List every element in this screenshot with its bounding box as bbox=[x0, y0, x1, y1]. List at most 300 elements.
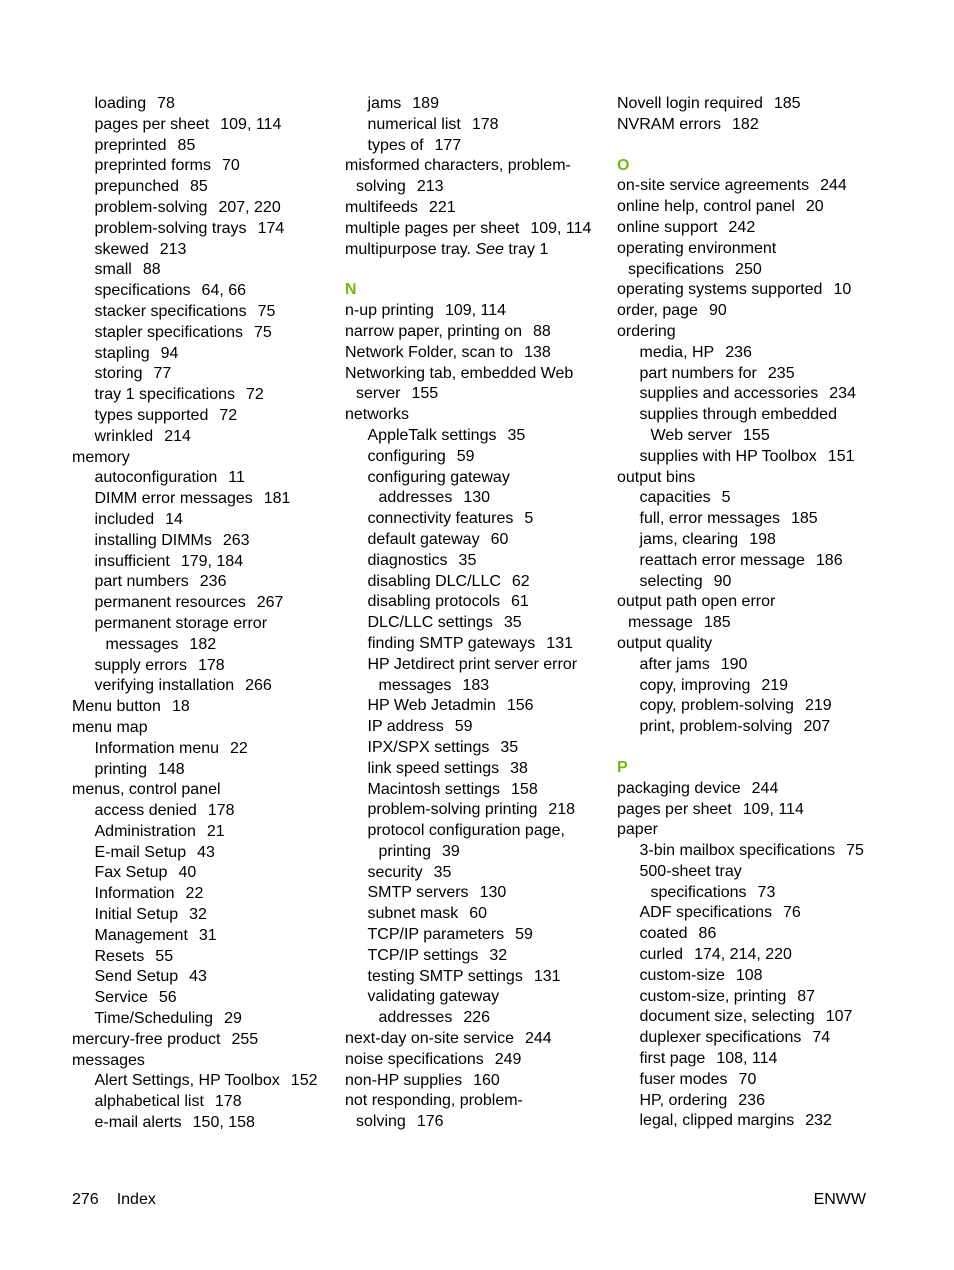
index-subentry bbox=[345, 883, 615, 904]
index-subentry bbox=[617, 509, 887, 530]
index-term: security bbox=[367, 863, 423, 881]
index-page-numbers: 35 bbox=[507, 426, 526, 444]
index-page-numbers: 90 bbox=[713, 572, 732, 590]
index-page-numbers: 255 bbox=[231, 1030, 259, 1048]
index-page-numbers: 39 bbox=[441, 842, 460, 860]
index-term: output path open error bbox=[617, 593, 776, 611]
index-page-numbers: 185 bbox=[703, 614, 731, 632]
index-entry bbox=[345, 1091, 615, 1112]
index-page-numbers: 213 bbox=[416, 178, 444, 196]
index-subentry bbox=[617, 696, 887, 717]
index-term: addresses bbox=[378, 489, 453, 507]
index-subentry bbox=[617, 1111, 887, 1132]
index-page-numbers: 61 bbox=[511, 593, 529, 611]
index-page-numbers: 32 bbox=[189, 906, 207, 924]
index-page-numbers: 219 bbox=[761, 676, 789, 694]
index-page-numbers: 174 bbox=[257, 219, 285, 237]
index-term: packaging device bbox=[617, 779, 741, 797]
index-page-numbers: 43 bbox=[189, 968, 207, 986]
index-term: next-day on-site service bbox=[345, 1030, 514, 1048]
index-term: online support bbox=[617, 218, 718, 236]
index-page-numbers: 130 bbox=[479, 884, 507, 902]
index-entry bbox=[345, 240, 615, 261]
index-subentry bbox=[72, 219, 342, 240]
index-page-numbers: 178 bbox=[197, 656, 225, 674]
index-page-numbers: 40 bbox=[178, 864, 197, 882]
index-subentry bbox=[617, 1007, 887, 1028]
index-term: wrinkled bbox=[94, 427, 154, 445]
index-subentry bbox=[72, 302, 342, 323]
index-page-numbers: 190 bbox=[720, 655, 748, 673]
index-subentry bbox=[345, 530, 615, 551]
index-subentry bbox=[72, 801, 342, 822]
index-term: mercury-free product bbox=[72, 1030, 221, 1048]
index-page-numbers: 21 bbox=[206, 822, 225, 840]
index-term: narrow paper, printing on bbox=[345, 322, 522, 340]
index-term: messages bbox=[378, 676, 452, 694]
index-term: insufficient bbox=[94, 552, 170, 570]
index-entry-continuation bbox=[345, 842, 615, 863]
index-term: duplexer specifications bbox=[639, 1029, 802, 1047]
index-term: messages bbox=[105, 635, 179, 653]
index-term: reattach error message bbox=[639, 551, 805, 569]
index-subentry bbox=[345, 987, 615, 1008]
index-page-numbers: 70 bbox=[738, 1070, 757, 1088]
index-page-numbers: 29 bbox=[224, 1010, 242, 1028]
index-subentry bbox=[72, 468, 342, 489]
index-term: stapling bbox=[94, 344, 150, 362]
index-term: selecting bbox=[639, 572, 703, 590]
index-page-numbers: 244 bbox=[524, 1030, 552, 1048]
index-entry bbox=[345, 219, 615, 240]
index-term: autoconfiguration bbox=[94, 469, 218, 487]
index-entry bbox=[345, 1050, 615, 1071]
index-term: fuser modes bbox=[639, 1070, 728, 1088]
index-page-numbers: 178 bbox=[471, 115, 499, 133]
index-term: solving bbox=[356, 178, 406, 196]
index-page-numbers: 5 bbox=[524, 510, 534, 528]
index-term: types supported bbox=[94, 406, 209, 424]
index-page-numbers: 60 bbox=[469, 905, 488, 923]
index-entry bbox=[345, 343, 615, 364]
index-subentry bbox=[72, 843, 342, 864]
index-page-numbers: 214 bbox=[164, 427, 191, 445]
index-page-numbers: 155 bbox=[411, 385, 439, 403]
index-term: TCP/IP settings bbox=[367, 946, 479, 964]
index-entry bbox=[345, 1029, 615, 1050]
index-page-numbers: 35 bbox=[503, 614, 522, 632]
index-page-numbers: 179, 184 bbox=[180, 552, 244, 570]
index-page-numbers: 109, 114 bbox=[220, 115, 282, 133]
index-term: pages per sheet bbox=[617, 800, 732, 818]
index-term: messages bbox=[72, 1051, 145, 1069]
index-subentry bbox=[72, 905, 342, 926]
index-term: stapler specifications bbox=[94, 323, 244, 341]
index-entry bbox=[617, 94, 887, 115]
index-page-numbers: 74 bbox=[812, 1029, 831, 1047]
index-entry-continuation bbox=[345, 1008, 615, 1029]
index-entry bbox=[345, 322, 615, 343]
index-term: multifeeds bbox=[345, 198, 418, 216]
index-page-numbers: 64, 66 bbox=[201, 282, 247, 300]
index-term: document size, selecting bbox=[639, 1008, 815, 1026]
index-term: loading bbox=[94, 95, 147, 112]
index-column-2 bbox=[345, 94, 615, 1133]
index-page-numbers: 72 bbox=[219, 406, 238, 424]
index-term: menu map bbox=[72, 718, 148, 736]
index-entry bbox=[617, 468, 887, 489]
index-subentry bbox=[617, 987, 887, 1008]
index-term: curled bbox=[639, 946, 684, 964]
index-page-numbers: 75 bbox=[254, 323, 272, 341]
index-term: first page bbox=[639, 1050, 706, 1068]
index-term: e-mail alerts bbox=[94, 1114, 182, 1132]
index-subentry bbox=[72, 988, 342, 1009]
index-entry bbox=[617, 280, 887, 301]
index-term: DIMM error messages bbox=[94, 490, 253, 508]
index-term: Initial Setup bbox=[94, 906, 179, 924]
index-term: HP Web Jetadmin bbox=[367, 697, 496, 715]
index-subentry bbox=[617, 966, 887, 987]
index-page-numbers: 90 bbox=[708, 302, 727, 320]
index-entry-continuation bbox=[72, 635, 342, 656]
index-page-numbers: 62 bbox=[511, 572, 530, 590]
index-subentry bbox=[617, 551, 887, 572]
index-subentry bbox=[345, 717, 615, 738]
index-entry-continuation bbox=[345, 1112, 615, 1133]
index-term: tray 1 specifications bbox=[94, 386, 236, 404]
index-page-numbers: 160 bbox=[473, 1071, 500, 1089]
index-subentry bbox=[345, 904, 615, 925]
index-letter-heading: O bbox=[617, 156, 630, 174]
index-term: specifications bbox=[650, 883, 747, 901]
index-page-numbers: 244 bbox=[751, 779, 779, 797]
index-term: Information menu bbox=[94, 739, 220, 757]
index-entry bbox=[345, 198, 615, 219]
index-subentry bbox=[72, 344, 342, 365]
index-entry-continuation bbox=[345, 676, 615, 697]
index-subentry bbox=[72, 323, 342, 344]
index-page-numbers: 249 bbox=[494, 1050, 522, 1068]
index-entry bbox=[617, 301, 887, 322]
index-page-numbers: 185 bbox=[773, 95, 801, 112]
index-term: media, HP bbox=[639, 343, 715, 361]
footer-page-number: 276 bbox=[72, 1191, 99, 1208]
index-page-numbers: 156 bbox=[506, 697, 534, 715]
index-page-numbers: 108, 114 bbox=[716, 1050, 778, 1068]
index-page-numbers: 174, 214, 220 bbox=[694, 946, 792, 964]
index-subentry bbox=[345, 821, 615, 842]
index-page-numbers: 75 bbox=[846, 842, 864, 860]
index-subentry bbox=[72, 863, 342, 884]
index-page-numbers: 244 bbox=[820, 177, 847, 195]
index-term: n-up printing bbox=[345, 302, 434, 320]
index-page-numbers: 152 bbox=[290, 1072, 318, 1090]
index-term: TCP/IP parameters bbox=[367, 926, 505, 944]
index-term: diagnostics bbox=[367, 551, 448, 569]
index-letter-heading: N bbox=[345, 281, 357, 299]
index-entry bbox=[72, 718, 342, 739]
index-subentry bbox=[345, 447, 615, 468]
index-term: Novell login required bbox=[617, 95, 763, 112]
index-subentry bbox=[617, 1070, 887, 1091]
index-subentry bbox=[617, 945, 887, 966]
index-subentry bbox=[72, 364, 342, 385]
index-subentry bbox=[72, 260, 342, 281]
index-term: Service bbox=[94, 989, 148, 1007]
index-subentry bbox=[617, 447, 887, 468]
index-term: IP address bbox=[367, 718, 444, 736]
index-entry-continuation bbox=[617, 260, 887, 281]
index-page-numbers: 178 bbox=[207, 802, 235, 820]
index-subentry bbox=[72, 676, 342, 697]
index-page-numbers: 250 bbox=[735, 260, 762, 278]
index-page-numbers: 226 bbox=[463, 1009, 491, 1027]
index-term: AppleTalk settings bbox=[367, 426, 497, 444]
index-page-numbers: 73 bbox=[757, 883, 776, 901]
index-term: printing bbox=[94, 760, 147, 778]
index-term: configuring bbox=[367, 447, 446, 465]
index-entry-continuation bbox=[617, 613, 887, 634]
index-term: jams, clearing bbox=[639, 530, 739, 548]
index-term: included bbox=[94, 510, 155, 528]
index-term: coated bbox=[639, 925, 688, 943]
index-subentry bbox=[72, 1071, 342, 1092]
index-page-numbers: 31 bbox=[198, 926, 217, 944]
index-page-numbers: 267 bbox=[256, 594, 284, 612]
index-term: menus, control panel bbox=[72, 781, 221, 799]
index-subentry bbox=[345, 572, 615, 593]
index-subentry bbox=[72, 177, 342, 198]
index-page-numbers: 176 bbox=[416, 1113, 444, 1131]
index-entry bbox=[617, 779, 887, 800]
index-term: permanent storage error bbox=[94, 614, 268, 632]
index-term: operating systems supported bbox=[617, 281, 823, 299]
index-term: Administration bbox=[94, 822, 196, 840]
index-term: part numbers bbox=[94, 573, 189, 591]
index-subentry bbox=[72, 822, 342, 843]
index-page-numbers: 59 bbox=[515, 926, 533, 944]
index-term: disabling DLC/LLC bbox=[367, 572, 501, 590]
index-entry-continuation bbox=[345, 384, 615, 405]
index-subentry bbox=[617, 717, 887, 738]
index-page-numbers: 38 bbox=[510, 759, 528, 777]
index-term: misformed characters, problem- bbox=[345, 157, 571, 175]
index-subentry bbox=[345, 592, 615, 613]
index-page-numbers: 151 bbox=[827, 447, 855, 465]
index-column-1 bbox=[72, 94, 342, 1134]
index-term: verifying installation bbox=[94, 677, 235, 695]
index-subentry bbox=[617, 655, 887, 676]
index-term: problem-solving trays bbox=[94, 219, 247, 237]
index-subentry bbox=[617, 903, 887, 924]
index-page-numbers: 88 bbox=[142, 261, 161, 279]
index-term: E-mail Setup bbox=[94, 843, 187, 861]
index-term: numerical list bbox=[367, 115, 461, 133]
index-term: order, page bbox=[617, 302, 698, 320]
index-page-numbers: 130 bbox=[463, 489, 491, 507]
index-subentry bbox=[345, 759, 615, 780]
index-term: non-HP supplies bbox=[345, 1071, 463, 1089]
index-subentry bbox=[72, 1009, 342, 1030]
index-subentry bbox=[345, 738, 615, 759]
index-page-numbers: 232 bbox=[805, 1112, 832, 1130]
index-term: copy, problem-solving bbox=[639, 697, 794, 715]
index-page-numbers: 266 bbox=[245, 677, 272, 695]
index-page-numbers: 10 bbox=[833, 281, 852, 299]
index-subentry bbox=[72, 489, 342, 510]
index-term: DLC/LLC settings bbox=[367, 614, 493, 632]
index-subentry bbox=[345, 946, 615, 967]
index-term: protocol configuration page, bbox=[367, 822, 565, 840]
index-term: testing SMTP settings bbox=[367, 967, 523, 985]
index-entry bbox=[345, 405, 615, 426]
index-page-numbers: 88 bbox=[533, 322, 551, 340]
index-term: legal, clipped margins bbox=[639, 1112, 795, 1130]
index-entry-continuation bbox=[617, 883, 887, 904]
index-term: print, problem-solving bbox=[639, 718, 793, 736]
index-term: finding SMTP gateways bbox=[367, 634, 536, 652]
index-subentry bbox=[617, 924, 887, 945]
index-subentry bbox=[345, 696, 615, 717]
index-page-numbers: 86 bbox=[698, 925, 717, 943]
index-subentry bbox=[72, 1092, 342, 1113]
index-term: problem-solving bbox=[94, 198, 208, 216]
index-term: disabling protocols bbox=[367, 593, 501, 611]
index-subentry bbox=[72, 427, 342, 448]
index-term: configuring gateway bbox=[367, 468, 510, 486]
index-subentry bbox=[345, 967, 615, 988]
index-term: preprinted forms bbox=[94, 157, 211, 175]
index-subentry bbox=[617, 530, 887, 551]
index-subentry bbox=[345, 613, 615, 634]
index-subentry bbox=[72, 926, 342, 947]
index-page-numbers: 59 bbox=[454, 718, 473, 736]
index-entry bbox=[72, 780, 342, 801]
index-subentry bbox=[617, 572, 887, 593]
index-subentry bbox=[72, 510, 342, 531]
index-entry bbox=[617, 218, 887, 239]
index-term: Time/Scheduling bbox=[94, 1010, 214, 1028]
index-entry bbox=[345, 156, 615, 177]
index-term: copy, improving bbox=[639, 676, 751, 694]
index-term: 3-bin mailbox specifications bbox=[639, 842, 836, 860]
index-term: part numbers for bbox=[639, 364, 757, 382]
index-page-numbers: 155 bbox=[743, 426, 770, 444]
index-page-numbers: 11 bbox=[228, 469, 245, 487]
index-term: HP, ordering bbox=[639, 1091, 728, 1109]
see-reference-target: tray 1 bbox=[508, 240, 549, 258]
index-term: Send Setup bbox=[94, 968, 179, 986]
index-page-numbers: 178 bbox=[214, 1093, 242, 1111]
index-entry bbox=[72, 1030, 342, 1051]
index-entry bbox=[617, 239, 887, 260]
index-subentry bbox=[72, 739, 342, 760]
index-letter-heading: P bbox=[617, 758, 628, 776]
index-term: multipurpose tray. bbox=[345, 240, 471, 258]
index-page-numbers: 55 bbox=[155, 947, 174, 965]
index-subentry bbox=[72, 281, 342, 302]
index-page-numbers: 77 bbox=[153, 365, 172, 383]
index-term: output bins bbox=[617, 468, 696, 486]
index-term: solving bbox=[356, 1113, 406, 1131]
index-page-numbers: 219 bbox=[804, 697, 832, 715]
index-subentry bbox=[345, 800, 615, 821]
index-page-numbers: 85 bbox=[177, 136, 196, 154]
index-page-numbers: 198 bbox=[749, 530, 776, 548]
index-subentry bbox=[72, 947, 342, 968]
index-page-numbers: 75 bbox=[257, 302, 276, 320]
index-page-numbers: 18 bbox=[171, 698, 190, 716]
index-page-numbers: 109, 114 bbox=[444, 302, 507, 320]
index-page-numbers: 32 bbox=[489, 946, 508, 964]
index-term: supplies through embedded bbox=[639, 406, 837, 424]
index-term: NVRAM errors bbox=[617, 115, 722, 133]
index-subentry bbox=[345, 94, 615, 115]
index-term: ADF specifications bbox=[639, 904, 772, 922]
index-term: SMTP servers bbox=[367, 884, 469, 902]
index-term: HP Jetdirect print server error bbox=[367, 655, 578, 673]
index-term: full, error messages bbox=[639, 510, 780, 528]
index-page-numbers: 234 bbox=[829, 385, 856, 403]
index-term: storing bbox=[94, 365, 143, 383]
index-page-numbers: 78 bbox=[157, 95, 175, 112]
index-page-numbers: 207 bbox=[803, 718, 831, 736]
index-term: skewed bbox=[94, 240, 149, 258]
index-page-numbers: 138 bbox=[524, 343, 551, 361]
footer-section-title: Index bbox=[116, 1191, 156, 1208]
index-term: networks bbox=[345, 406, 410, 424]
index-subentry bbox=[345, 136, 615, 157]
index-term: pages per sheet bbox=[94, 115, 210, 133]
index-page-numbers: 76 bbox=[783, 904, 801, 922]
index-term: small bbox=[94, 261, 132, 279]
index-subentry bbox=[72, 884, 342, 905]
index-term: connectivity features bbox=[367, 510, 514, 528]
index-subentry bbox=[617, 1091, 887, 1112]
index-term: noise specifications bbox=[345, 1050, 484, 1068]
index-term: stacker specifications bbox=[94, 302, 247, 320]
index-subentry bbox=[72, 1113, 342, 1134]
index-subentry bbox=[617, 384, 887, 405]
index-page-numbers: 182 bbox=[189, 635, 217, 653]
index-subentry bbox=[617, 676, 887, 697]
index-subentry bbox=[345, 925, 615, 946]
index-page-numbers: 108 bbox=[735, 966, 763, 984]
index-term: subnet mask bbox=[367, 905, 459, 923]
index-term: capacities bbox=[639, 489, 711, 507]
index-subentry bbox=[617, 405, 887, 426]
index-term: permanent resources bbox=[94, 594, 246, 612]
index-page-numbers: 158 bbox=[511, 780, 538, 798]
index-term: 500-sheet tray bbox=[639, 862, 742, 880]
index-term: Information bbox=[94, 885, 175, 903]
index-term: types of bbox=[367, 136, 424, 154]
index-page-numbers: 177 bbox=[434, 136, 462, 154]
index-term: Resets bbox=[94, 947, 145, 965]
index-term: jams bbox=[367, 95, 402, 112]
index-page-numbers: 85 bbox=[190, 178, 208, 196]
index-term: Macintosh settings bbox=[367, 780, 501, 798]
index-page-numbers: 148 bbox=[157, 760, 185, 778]
index-page-numbers: 185 bbox=[791, 510, 818, 528]
index-term: memory bbox=[72, 448, 130, 466]
index-subentry bbox=[617, 1049, 887, 1070]
index-term: Web server bbox=[650, 426, 733, 444]
index-term: multiple pages per sheet bbox=[345, 219, 520, 237]
index-page-numbers: 150, 158 bbox=[192, 1114, 255, 1132]
index-term: supply errors bbox=[94, 656, 187, 674]
